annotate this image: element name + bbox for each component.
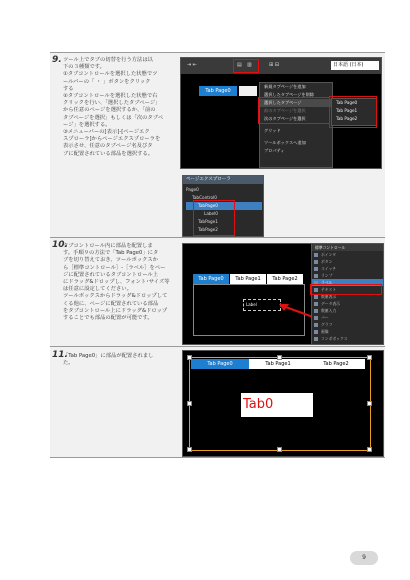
step-number: 11.	[52, 350, 68, 360]
s2-tab-page1[interactable]: Tab Page1	[230, 274, 266, 284]
resize-handle[interactable]	[277, 447, 282, 452]
language-select[interactable]: 日本語 (日本)	[331, 61, 379, 70]
toolbox-item-label[interactable]: ラベル	[312, 279, 384, 286]
tree-page0[interactable]: Page0	[186, 187, 199, 192]
tree-tabpage2[interactable]: TabPage2	[198, 227, 218, 232]
toolbox-item[interactable]: スイッチ	[312, 265, 384, 272]
resize-handle[interactable]	[277, 355, 282, 360]
highlight-tab-buttons	[233, 59, 259, 73]
menu-next-tab[interactable]: 次のタブページを選択	[264, 116, 306, 121]
toolbox-item[interactable]: 数値入力	[312, 307, 384, 314]
menu-selected-tab[interactable]: 選択したタブページ	[260, 99, 332, 107]
menu-prev-tab[interactable]: 前のタブページを選択	[264, 108, 306, 113]
s3-tab-page2[interactable]: Tab Page2	[307, 359, 365, 369]
s2-tab-page2[interactable]: Tab Page2	[267, 274, 303, 284]
toolbox-item[interactable]: データ表示	[312, 300, 384, 307]
explorer-title: ページエクスプローラ	[183, 176, 264, 184]
highlight-menu	[258, 97, 330, 124]
toolbox-item[interactable]: グラフ	[312, 321, 384, 328]
resize-handle[interactable]	[367, 355, 372, 360]
tree-tabpage1[interactable]: TabPage1	[198, 219, 218, 224]
resize-handle[interactable]	[187, 401, 192, 406]
toolbox-item[interactable]: コンボボックス	[312, 335, 384, 342]
submenu-tab-page1[interactable]: Tab Page1	[336, 108, 358, 113]
toolbox-item[interactable]: 数値表示	[312, 293, 384, 300]
resize-handle[interactable]	[367, 447, 372, 452]
resize-handle[interactable]	[367, 401, 372, 406]
next-tab-icon[interactable]: ▥	[247, 62, 252, 68]
tree-tabcontrol[interactable]: TabControl0	[192, 195, 217, 200]
step-number: 9.	[52, 55, 62, 65]
step9-text: ツール上でタブの切替を行う方法は以 下の３種類です。 ①タブコントロールを選択した状態でツ ールバーの「 ・ 」ボタンをクリック する ②タブコントロールを選択した状態で右 クリックを行い、「選択したタブページ」 から任意のページを選択するか、「前の タブページを選択」もしくは「次のタブペ ージ」を選択する。 ③メニューバーの[表示]-[ページエク スプローラ]からページエクスプローラを 表示させ、任意のタブページ名及びタ ブに配置されている部品を選択する。	[63, 57, 164, 157]
align-icon[interactable]: ⇥ ⇤	[187, 62, 197, 68]
highlight-label-item	[310, 284, 382, 295]
s3-tab-page0[interactable]: Tab Page0	[191, 359, 249, 369]
s2-tab-page0[interactable]: Tab Page0	[193, 274, 229, 284]
menu-delete-tab[interactable]: 選択したタブページを削除	[264, 92, 314, 97]
s2-label[interactable]: Label	[243, 299, 281, 311]
toolbox-header: 標準コントロール	[312, 244, 384, 251]
screenshot-result	[182, 350, 384, 457]
toolbox-item[interactable]: バー	[312, 314, 384, 321]
tab-blank	[239, 86, 257, 96]
menu-properties[interactable]: プロパティ	[264, 148, 285, 153]
screenshot-context-menu	[180, 57, 382, 169]
submenu-tab-page2[interactable]: Tab Page2	[336, 116, 358, 121]
menu-add-tab[interactable]: 新規タブページを追加	[264, 84, 306, 89]
resize-handle[interactable]	[187, 355, 192, 360]
highlight-submenu	[329, 96, 377, 128]
screenshot-drag-label	[182, 243, 384, 345]
s3-label[interactable]: Tab0	[241, 393, 313, 417]
highlight-tree	[193, 200, 235, 236]
page-number: 9	[350, 551, 378, 565]
step-number: 10.	[52, 240, 68, 250]
tree-label0[interactable]: Label0	[204, 211, 218, 216]
toolbox-item[interactable]: 画像	[312, 328, 384, 335]
toolbox-item[interactable]: ボタン	[312, 258, 384, 265]
context-menu	[259, 82, 333, 168]
submenu-tab-page0[interactable]: Tab Page0	[336, 100, 358, 105]
tree-tabpage0[interactable]: TabPage0	[186, 202, 262, 210]
toolbox-item[interactable]: ポインタ	[312, 251, 384, 258]
resize-handle[interactable]	[187, 447, 192, 452]
step11-text: 「Tab Page0」に部品が配置されまし た。	[63, 353, 154, 367]
s3-tab-page1[interactable]: Tab Page1	[249, 359, 307, 369]
prev-tab-icon[interactable]: ▤	[237, 62, 242, 68]
menu-add-toolbox[interactable]: ツールボックスへ追加	[264, 140, 306, 145]
tab-page0[interactable]: Tab Page0	[199, 86, 237, 96]
toolbox-item[interactable]: テキスト	[312, 286, 384, 293]
toolbox-item[interactable]: ランプ	[312, 272, 384, 279]
grid-icon[interactable]: ⊞ ⊟	[269, 62, 279, 68]
menu-grid[interactable]: グリッド	[264, 128, 281, 133]
rule-bottom	[50, 457, 385, 458]
step10-text: タブコントロール内に部品を配置しま す。手順９の方法で「Tab Page0」にタ ブを切り替えておき、ツールボックスか ら［標準コントロール］-［ラベル］をペー ジに配置されているタブコントロール上 にドラッグ&ドロップし、フォント･サイズ等 は任意に設定してください。 ツールボックスからドラッグ&ドロップして くる他に、ページに配置されている部品 をタブコントロール上にドラッグ&ドロップ することでも部品の配置が可能です。	[63, 243, 170, 322]
screenshot-page-explorer	[182, 175, 264, 237]
